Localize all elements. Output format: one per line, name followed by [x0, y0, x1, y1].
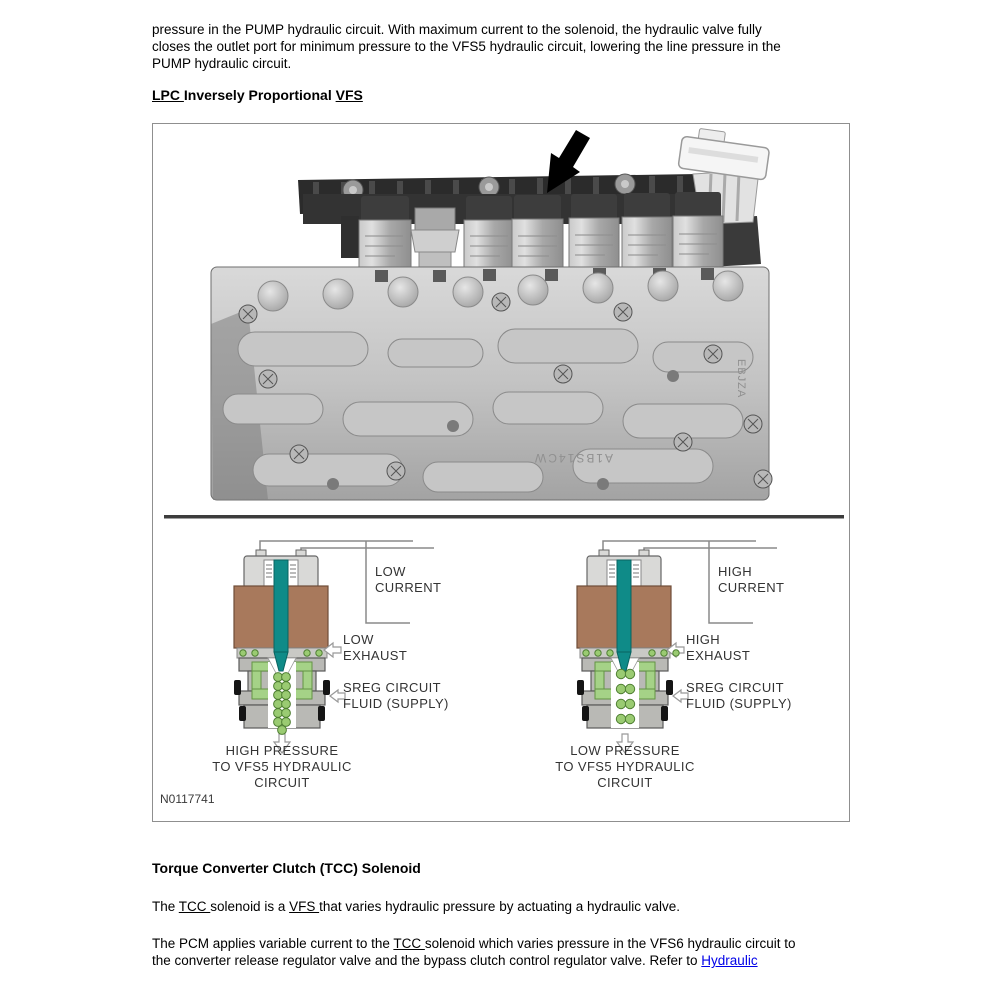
label-line: CURRENT	[375, 580, 442, 595]
solenoid-can	[464, 220, 514, 268]
hydraulic-link[interactable]: Hydraulic	[701, 953, 758, 968]
label-high-current	[718, 564, 784, 596]
label-line: LOW PRESSURE	[570, 743, 680, 758]
label-low-exhaust	[343, 632, 407, 664]
label-line: CIRCUIT	[597, 775, 653, 790]
label-low-current	[375, 564, 441, 596]
label-high-pressure	[191, 743, 373, 791]
valve-body-photo	[211, 126, 772, 500]
paragraph-intro	[152, 21, 781, 72]
label-line: EXHAUST	[343, 648, 408, 663]
hex-solenoid-top	[415, 208, 455, 230]
rail-end-bracket	[341, 216, 359, 258]
paragraph-line: PUMP hydraulic circuit.	[152, 56, 292, 71]
paragraph-line: pressure in the PUMP hydraulic circuit. With maximum current to the solenoid, the hydraulic valve fully	[152, 22, 762, 37]
label-low-pressure	[534, 743, 716, 791]
casting-stamp: A1BS14CW	[532, 451, 613, 465]
figure-lpc-vfs	[152, 123, 850, 822]
label-line: SREG CIRCUIT	[686, 680, 784, 695]
vfs-term: VFS	[335, 87, 363, 103]
label-line: LOW	[343, 632, 374, 647]
solenoid-can	[512, 219, 563, 268]
label-line: TO VFS5 HYDRAULIC	[212, 759, 352, 774]
text-run: that varies hydraulic pressure by actuating a hydraulic valve.	[319, 899, 681, 914]
text-run: The	[152, 899, 179, 914]
label-high-exhaust	[686, 632, 750, 664]
label-sreg-supply-left	[343, 680, 449, 712]
figure-graphic	[153, 124, 849, 820]
solenoid-can	[622, 217, 672, 268]
lpc-term: LPC	[152, 87, 184, 103]
valve-body-deck	[211, 267, 772, 500]
solenoid-can	[569, 218, 619, 268]
paragraph-line	[152, 935, 796, 952]
heading-text: Inversely Proportional	[183, 87, 336, 103]
label-line: EXHAUST	[686, 648, 751, 663]
figure-divider	[164, 515, 844, 519]
tcc-term: TCC	[393, 936, 425, 951]
label-line: CURRENT	[718, 580, 785, 595]
paragraph-pcm	[152, 935, 796, 969]
hex-solenoid-nut	[411, 230, 459, 252]
label-line: FLUID (SUPPLY)	[686, 696, 792, 711]
label-line: HIGH	[686, 632, 721, 647]
solenoid-can	[359, 220, 411, 268]
text-run: the converter release regulator valve and the bypass clutch control regulator valve. Refer to	[152, 953, 702, 968]
text-run: solenoid is a	[210, 899, 290, 914]
tcc-term: TCC	[178, 899, 211, 914]
casting-stamp: EBJZA	[735, 359, 747, 399]
label-line: TO VFS5 HYDRAULIC	[555, 759, 695, 774]
section-heading-lpc	[152, 87, 363, 103]
label-line: HIGH PRESSURE	[225, 743, 339, 758]
text-run: The PCM applies variable current to the	[152, 936, 394, 951]
text-run: solenoid which varies pressure in the VFS6 hydraulic circuit to	[424, 936, 796, 951]
label-line: LOW	[375, 564, 406, 579]
label-line: FLUID (SUPPLY)	[343, 696, 449, 711]
vfs-term: VFS	[289, 899, 320, 914]
paragraph-line: closes the outlet port for minimum pressure to the VFS5 hydraulic circuit, lowering the line pressure in the	[152, 39, 781, 54]
section-heading-tcc: Torque Converter Clutch (TCC) Solenoid	[152, 860, 421, 876]
solenoid-can	[673, 216, 723, 268]
paragraph-tcc	[152, 898, 680, 915]
label-line: CIRCUIT	[254, 775, 310, 790]
label-sreg-supply-right	[686, 680, 792, 712]
figure-number: N0117741	[160, 792, 215, 806]
paragraph-line	[152, 952, 796, 969]
label-line: SREG CIRCUIT	[343, 680, 441, 695]
label-line: HIGH	[718, 564, 753, 579]
